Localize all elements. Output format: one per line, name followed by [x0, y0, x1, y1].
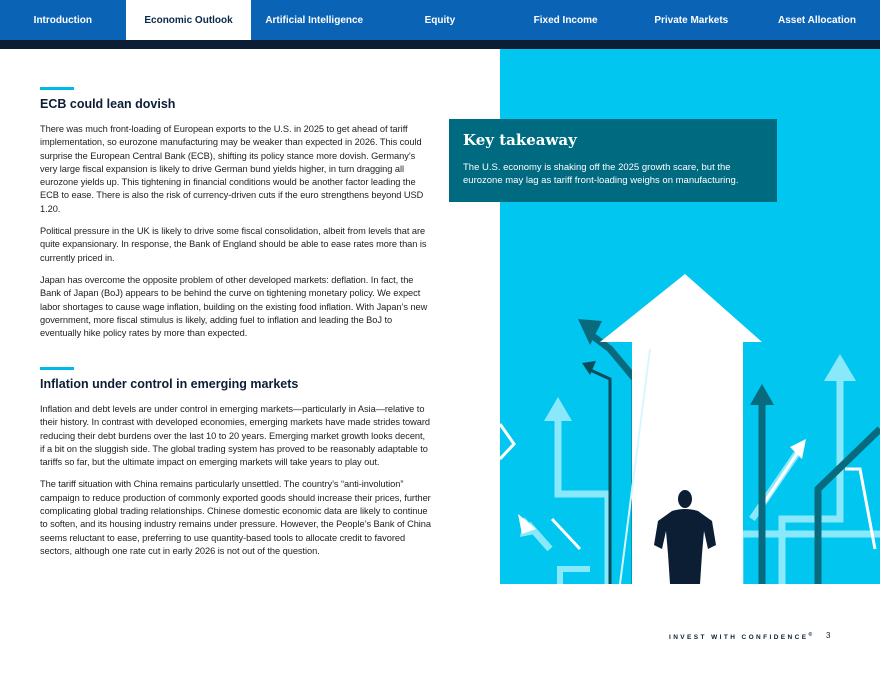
section-heading-emerging-markets: Inflation under control in emerging markets — [40, 377, 299, 391]
nav-underline-bar — [0, 40, 880, 49]
footer-brand-tagline — [669, 632, 815, 641]
section-ecb — [40, 87, 432, 340]
key-takeaway-text: The U.S. economy is shaking off the 2025 growth scare, but the eurozone may lag as tariff front-loading weighs on manufacturing. — [463, 162, 739, 187]
section-accent-rule — [40, 87, 74, 90]
key-takeaway-box — [449, 119, 777, 202]
tab-fixed-income[interactable]: Fixed Income — [533, 14, 598, 26]
tab-introduction[interactable]: Introduction — [33, 14, 92, 26]
section-emerging-markets — [40, 367, 432, 558]
page-number: 3 — [826, 631, 831, 640]
tab-private-markets[interactable]: Private Markets — [654, 14, 729, 26]
footer-brand-text: INVEST WITH CONFIDENCE — [669, 634, 809, 642]
tab-asset-allocation[interactable]: Asset Allocation — [777, 14, 856, 26]
section-accent-rule — [40, 367, 74, 370]
arrow-dark-far-right — [818, 429, 880, 584]
tab-equity[interactable]: Equity — [424, 14, 456, 26]
registered-mark: ® — [808, 632, 815, 638]
paragraph-em-2: The tariff situation with China remains particularly unsettled. The country’s “anti-involution” campaign to reduce production of commonly exported goods should increase their prices, further complicating global trading relationships. Chinese domestic economic data are likely to continue to soften, and its housing industry remains under pressure. However, the People’s Bank of China seems reluctant to ease, preferring to use quantity-based tools to allocate credit to favored sectors, although one rate cut in early 2026 is not out of the question. — [40, 479, 432, 556]
arrow-light-right-tall — [782, 379, 840, 584]
paragraph-ecb-3: Japan has overcome the opposite problem of other developed markets: deflation. In fact, the Bank of Japan (BoJ) appears to be behind the curve on tightening monetary policy. We expect labor shortages to cause wage inflation, building on the existing food inflation. With Japan’s new government, more fiscal stimulus is likely, adding fuel to inflation and leading the BoJ to eventually hike policy rates by more than expected. — [40, 274, 428, 339]
key-takeaway-title: Key takeaway — [463, 131, 577, 149]
tab-economic-outlook[interactable]: Economic Outlook — [126, 0, 252, 40]
paragraph-em-1: Inflation and debt levels are under control in emerging markets—particularly in Asia—relative to their history. In contrast with developed economies, emerging markets have made strides toward reducing their debt burdens over the last 10 to 20 years. Emerging market growth looks decent, if a bit on the sluggish side. The global trading system has proved to be reasonably adaptable to tariffs so far, but the ultimate impact on emerging markets will take years to play out. — [40, 404, 430, 468]
section-heading-ecb: ECB could lean dovish — [40, 97, 176, 111]
paragraph-ecb-2: Political pressure in the UK is likely to drive some fiscal consolidation, albeit from levels that are quite expansionary. In response, the Bank of England should be able to ease rates more than is currently priced in. — [40, 226, 427, 263]
top-navigation — [0, 0, 880, 40]
zigzag-white-left — [500, 424, 514, 459]
arrow-light-left — [558, 419, 608, 584]
tab-artificial-intelligence[interactable]: Artificial Intelligence — [265, 14, 364, 26]
paragraph-ecb-1: There was much front-loading of European exports to the U.S. in 2025 to get ahead of tariff implementation, so eurozone manufacturing may be weaker than expected in 2026. This could surprise the European Central Bank (ECB), shifting its policy stance more dovish. Germany’s very large fiscal expansion is likely to drive German bund yields higher, in turn dragging all eurozone yields up. This tightening in financial conditions would be another factor leading the ECB to ease. There is also the risk of currency-driven cuts if the euro strengthens beyond USD 1.20. — [40, 124, 424, 214]
